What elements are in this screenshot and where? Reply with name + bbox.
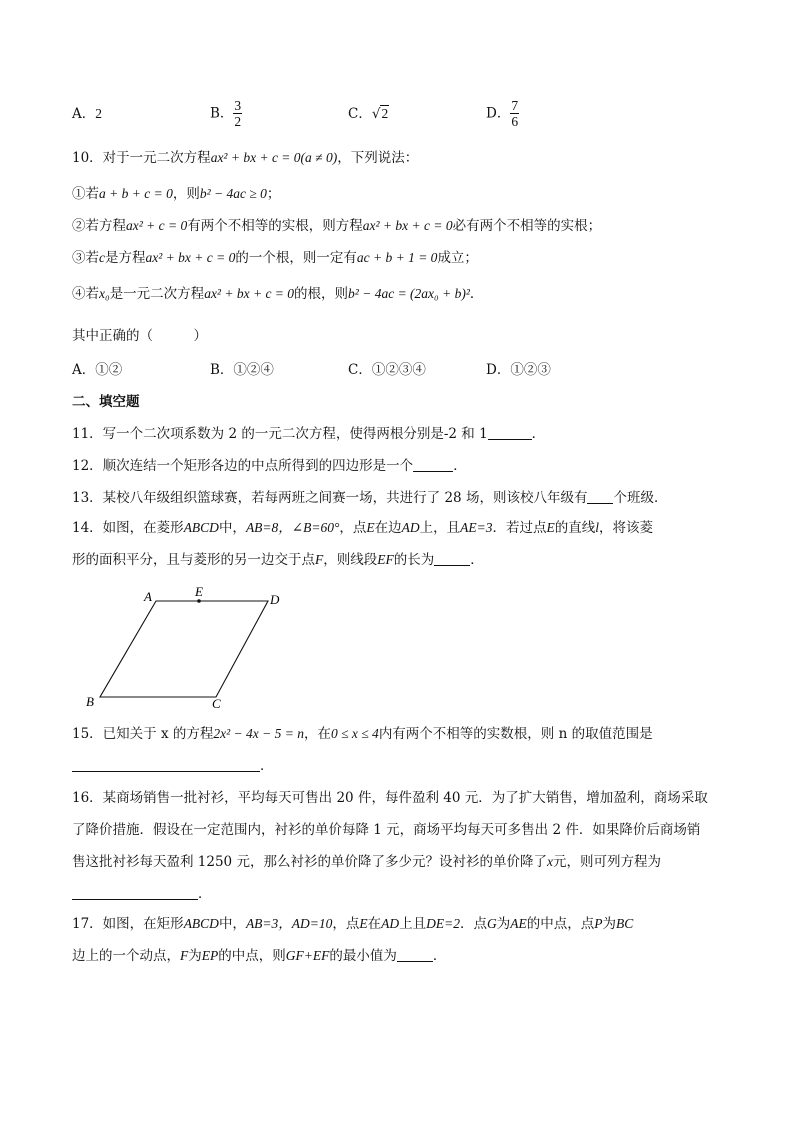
answer-blank xyxy=(434,551,470,566)
q16-line-2: 了降价措施．假设在一定范围内，衬衫的单价每降 1 元，商场平均每天可多售出 2 件．如果降价后商场销 xyxy=(72,822,701,838)
q10-option-d: D．①②③ xyxy=(486,362,551,378)
q10-stem: 10．对于一元二次方程ax² + bx + c = 0(a ≠ 0)，下列说法： xyxy=(72,150,419,166)
q16-line-4: ． xyxy=(72,884,212,904)
q16-line-1: 16．某商场销售一批衬衫，平均每天可售出 20 件，每件盈利 40 元．为了扩大销售，增加盈利，商场采取 xyxy=(72,790,708,806)
q10-statement-4: ④若x₀是一元二次方程ax² + bx + c = 0的根，则b² − 4ac = (2ax₀ + b)²． xyxy=(72,286,484,302)
q10-option-c: C．①②③④ xyxy=(348,362,426,378)
q9-option-a: A．2 xyxy=(72,106,102,122)
vertex-label-e: E xyxy=(195,584,203,599)
q9-option-c: C．√2 xyxy=(348,106,389,122)
q10-statement-2: ②若方程ax² + c = 0有两个不相等的实根，则方程ax² + bx + c = 0必有两个不相等的实根； xyxy=(72,218,602,234)
q13: 13．某校八年级组织篮球赛，若每两班之间赛一场，共进行了 28 场，则该校八年级有 个班级． xyxy=(72,490,668,506)
answer-blank xyxy=(488,425,532,440)
section-title-fill-in: 二、填空题 xyxy=(72,394,140,410)
sqrt-2: √2 xyxy=(371,106,389,122)
q11: 11．写一个二次项系数为 2 的一元二次方程，使得两根分别是-2 和 1 ． xyxy=(72,426,546,442)
q9-option-d: D． $\frac{7}{6}$ xyxy=(486,98,519,129)
vertex-label-d: D xyxy=(270,592,280,607)
answer-blank xyxy=(72,885,198,900)
q16-line-3: 售这批衬衫每天盈利 1250 元，那么衬衫的单价降了多少元？设衬衫的单价降了x元，则可列方程为 xyxy=(72,854,661,870)
answer-blank xyxy=(413,457,453,472)
q14-line-1: 14．如图，在菱形ABCD中，AB=8，∠B=60°，点E在边AD上，且AE=3．若过点E的直线l，将该菱 xyxy=(72,520,653,536)
q15-line-1: 15．已知关于 x 的方程2x² − 4x − 5 = n，在0 ≤ x ≤ 4内有两个不相等的实数根，则 n 的取值范围是 xyxy=(72,726,653,742)
q10-option-a: A．①② xyxy=(72,362,123,378)
fraction-7-6: $\frac{7}{6}$ xyxy=(511,98,519,129)
q15-line-2: ． xyxy=(72,756,274,776)
q17-line-2: 边上的一个动点，F为EP的中点，则GF+EF的最小值为 ． xyxy=(72,948,447,964)
q14-line-2: 形的面积平分，且与菱形的另一边交于点F，则线段EF的长为 ． xyxy=(72,552,484,568)
answer-blank xyxy=(397,947,433,962)
q9-option-b: B． $\frac{3}{2}$ xyxy=(210,98,242,129)
q12: 12．顺次连结一个矩形各边的中点所得到的四边形是一个 ． xyxy=(72,458,467,474)
answer-blank xyxy=(587,489,613,504)
vertex-label-b: B xyxy=(86,694,94,709)
q10-statement-1: ①若a + b + c = 0，则b² − 4ac ≥ 0； xyxy=(72,186,281,202)
rhombus-abcd xyxy=(100,601,268,697)
fraction-3-2: $\frac{3}{2}$ xyxy=(234,98,242,129)
vertex-label-c: C xyxy=(212,696,221,711)
point-e-dot xyxy=(197,599,201,603)
q10-ask: 其中正确的（ ） xyxy=(72,328,207,344)
q10-statement-3: ③若c是方程ax² + bx + c = 0的一个根，则一定有ac + b + 1 = 0成立； xyxy=(72,250,478,266)
answer-blank xyxy=(72,757,260,772)
q10-option-b: B．①②④ xyxy=(210,362,274,378)
vertex-label-a: A xyxy=(144,589,152,604)
rhombus-figure xyxy=(80,582,300,712)
q17-line-1: 17．如图，在矩形ABCD中，AB=3，AD=10，点E在AD上且DE=2．点G为AE的中点，点P为BC xyxy=(72,916,634,932)
